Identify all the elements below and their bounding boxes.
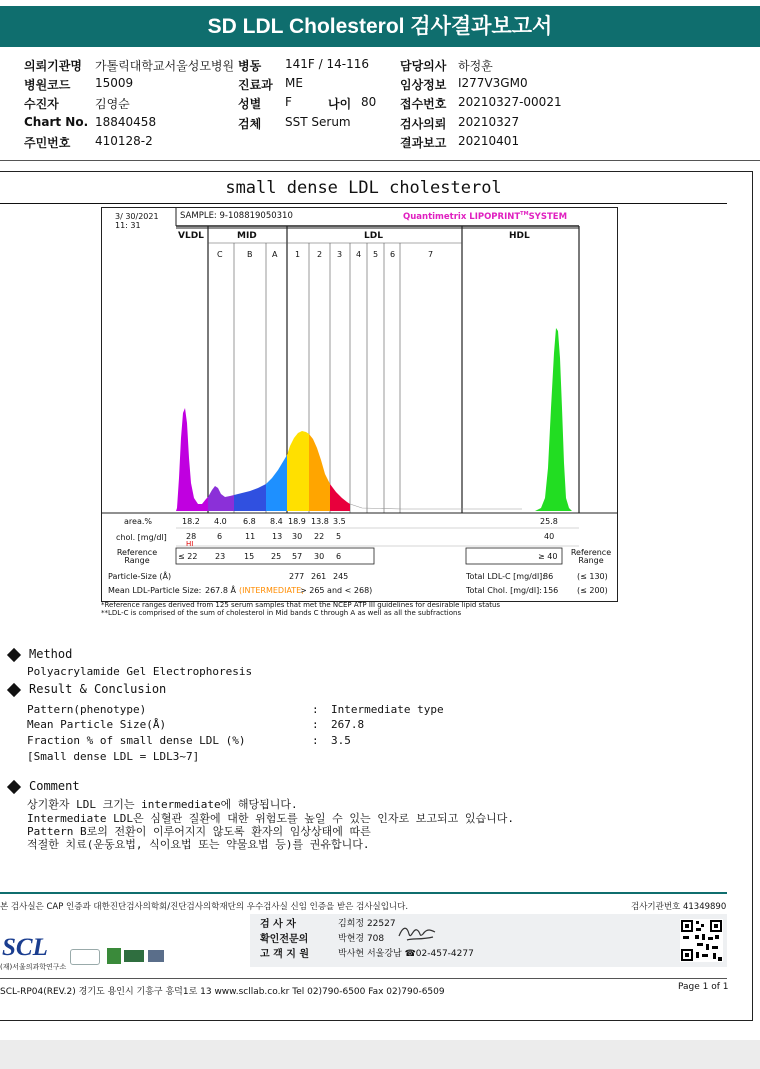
fraction-colon: : — [312, 734, 319, 747]
dept-value: ME — [285, 76, 303, 90]
comment-line-1: 상기환자 LDL 크기는 intermediate에 해당됩니다. — [27, 798, 298, 811]
ref-mid-b: 15 — [244, 552, 255, 561]
accreditation-badge-icon — [107, 948, 121, 964]
row-ref-label: Reference Range — [116, 548, 158, 565]
ref-ldl3: 6 — [336, 552, 342, 561]
row-chol-label: chol. [mg/dl] — [116, 533, 167, 542]
chol-mid-c: 6 — [217, 532, 223, 541]
specimen-value: SST Serum — [285, 115, 351, 129]
qr-code-icon — [680, 919, 723, 962]
area-vldl: 18.2 — [182, 517, 200, 526]
mean-size-colon: : — [312, 718, 319, 731]
total-ldl-ref: (≤ 130) — [577, 572, 608, 581]
pattern-value: Intermediate type — [331, 703, 444, 716]
lipoprint-svg — [102, 208, 617, 601]
band-4: 4 — [356, 250, 362, 259]
band-a: A — [272, 250, 278, 259]
tester-value: 김희정 22527 — [338, 919, 396, 929]
curve-mid-b — [234, 484, 266, 511]
area-ldl3: 3.5 — [333, 517, 346, 526]
band-1: 1 — [295, 250, 301, 259]
area-hdl: 25.8 — [540, 517, 558, 526]
group-mid: MID — [237, 231, 257, 241]
comment-line-4: 적절한 치료(운동요법, 식이요법 또는 약물요법 등)를 권유합니다. — [27, 838, 370, 851]
pattern-label: Pattern(phenotype) — [27, 703, 147, 716]
area-ldl2: 13.8 — [311, 517, 329, 526]
row-area-label: area.% — [124, 517, 152, 526]
chol-ldl1: 30 — [292, 532, 303, 541]
band-2: 2 — [317, 250, 323, 259]
age-value: 80 — [361, 95, 377, 109]
curve-hdl — [535, 328, 572, 511]
page-title: SD LDL Cholesterol 검사결과보고서 — [0, 6, 760, 47]
ref-mid-a: 25 — [271, 552, 282, 561]
small-dense-note: [Small dense LDL = LDL3~7] — [27, 750, 200, 763]
report-date-label: 결과보고 — [400, 136, 447, 150]
band-7: 7 — [428, 250, 434, 259]
diamond-bullet-icon — [7, 779, 21, 793]
chart-brand: Quantimetrix LIPOPRINT™SYSTEM — [403, 211, 568, 222]
clinical-label: 임상정보 — [400, 78, 447, 92]
address-text: SCL-RP04(REV.2) 경기도 용인시 기흥구 흥덕1로 13 www.scllab.co.kr Tel 02)790-6500 Fax 02)790-6509 — [0, 987, 445, 997]
institution-value: 가톨릭대학교서울성모병원 — [95, 59, 235, 73]
chol-vldl: 28 — [186, 532, 197, 541]
chol-hdl: 40 — [544, 532, 555, 541]
chol-ldl3: 5 — [336, 532, 342, 541]
area-mid-c: 4.0 — [214, 517, 227, 526]
page-number: Page 1 of 1 — [678, 982, 729, 992]
name-value: 김영순 — [95, 97, 130, 111]
name-label: 수진자 — [24, 97, 59, 111]
request-value: 20210327 — [458, 115, 520, 129]
ref-vldl: ≤ 22 — [178, 552, 198, 561]
institution-number: 검사기관번호 41349890 — [631, 902, 727, 912]
total-ldl-value: 86 — [543, 572, 554, 581]
ward-value: 141F / 14-116 — [285, 57, 369, 71]
chart-sample: SAMPLE: 9-108819050310 — [180, 211, 293, 221]
total-ldl-label: Total LDL-C [mg/dl]: — [466, 572, 545, 581]
specialist-value: 박현경 708 — [338, 934, 385, 944]
diamond-bullet-icon — [7, 647, 21, 661]
particle-size-1: 277 — [289, 572, 305, 581]
sex-value: F — [285, 95, 292, 109]
footnote-2: **LDL-C is comprised of the sum of cholesterol in Mid bands C through A as well as all the subfractions — [101, 609, 462, 617]
mean-size-label: Mean Particle Size(Å) — [27, 718, 167, 731]
ref-ldl2: 30 — [314, 552, 325, 561]
method-heading: Method — [6, 647, 72, 661]
group-vldl: VLDL — [178, 231, 204, 241]
hospital-code-value: 15009 — [95, 76, 134, 90]
curve-vldl — [176, 408, 208, 511]
area-mid-a: 8.4 — [270, 517, 283, 526]
chol-mid-b: 11 — [245, 532, 256, 541]
mean-size-value: 267.8 — [331, 718, 365, 731]
chart-time: 11: 31 — [115, 221, 141, 230]
report-date-value: 20210401 — [458, 134, 520, 148]
pattern-colon: : — [312, 703, 319, 716]
request-label: 검사의뢰 — [400, 117, 447, 131]
group-hdl: HDL — [509, 231, 530, 241]
footer-bar — [0, 892, 727, 894]
accreditation-badge-2-icon — [124, 950, 144, 962]
band-c: C — [217, 250, 223, 259]
comment-line-2: Intermediate LDL은 심혈관 질환에 대한 위험도를 높일 수 있는 인자로 보고되고 있습니다. — [27, 812, 514, 825]
mean-ldl-label: Mean LDL-Particle Size: — [108, 586, 202, 595]
curve-ldl2 — [309, 434, 330, 511]
address-divider — [0, 978, 727, 979]
rrn-value: 410128-2 — [95, 134, 153, 148]
signature-image — [397, 922, 439, 944]
mean-ldl-value: 267.8 Å — [205, 586, 236, 595]
total-chol-ref: (≤ 200) — [577, 586, 608, 595]
signature-box — [250, 914, 727, 967]
tester-label: 검 사 자 — [260, 919, 296, 930]
area-ldl1: 18.9 — [288, 517, 306, 526]
curve-ldl1 — [287, 431, 309, 511]
institution-label: 의뢰기관명 — [24, 59, 82, 73]
band-3: 3 — [337, 250, 343, 259]
chart-no-value: 18840458 — [95, 115, 157, 129]
clinical-value: I277V3GM0 — [458, 76, 528, 90]
ward-label: 병동 — [238, 59, 262, 73]
total-chol-label: Total Chol. [mg/dl]: — [466, 586, 542, 595]
mean-ldl-ref: > 265 and < 268) — [300, 586, 373, 595]
area-mid-b: 6.8 — [243, 517, 256, 526]
total-chol-value: 156 — [543, 586, 559, 595]
age-label: 나이 — [328, 97, 352, 111]
dept-label: 진료과 — [238, 78, 273, 92]
receipt-label: 접수번호 — [400, 97, 447, 111]
ref-hdl: ≥ 40 — [538, 552, 558, 561]
accreditation-badge-3-icon — [148, 950, 164, 962]
report-title-underline — [0, 203, 727, 204]
receipt-value: 20210327-00021 — [458, 95, 562, 109]
method-text: Polyacrylamide Gel Electrophoresis — [27, 665, 253, 678]
ref-ldl1: 57 — [292, 552, 303, 561]
lipoprint-chart — [101, 207, 618, 602]
comment-line-3: Pattern B로의 전환이 이루어지지 않도록 환자의 임상상태에 따른 — [27, 825, 371, 838]
chart-no-label: Chart No. — [24, 115, 89, 129]
band-5: 5 — [373, 250, 379, 259]
footnote-1: *Reference ranges derived from 125 serum samples that met the NCEP ATP III guidelines for desirable lipid status — [101, 601, 501, 609]
scl-logo-subtitle: (재)서울의과학연구소 — [0, 963, 67, 971]
particle-size-label: Particle-Size (Å) — [108, 572, 172, 581]
header-divider — [0, 160, 760, 161]
support-value: 박사현 서울강남 ☎02-457-4277 — [338, 949, 474, 959]
curve-mid-c — [208, 486, 234, 511]
scl-logo: SCL — [2, 934, 48, 961]
band-6: 6 — [390, 250, 396, 259]
fraction-label: Fraction % of small dense LDL (%) — [27, 734, 246, 747]
report-title: small dense LDL cholesterol — [225, 178, 502, 198]
fraction-value: 3.5 — [331, 734, 351, 747]
specimen-label: 검체 — [238, 117, 262, 131]
chol-mid-a: 13 — [272, 532, 283, 541]
particle-size-3: 245 — [333, 572, 349, 581]
support-label: 고 객 지 원 — [260, 949, 310, 960]
doctor-value: 하정훈 — [458, 59, 493, 73]
cap-accreditation-icon — [70, 949, 100, 965]
chol-vldl-hi-flag: HI — [186, 540, 194, 548]
cert-text: 본 검사실은 CAP 인증과 대한진단검사의학회/진단검사의학재단의 우수검사실 신임 인증을 받은 검사실입니다. — [0, 902, 409, 912]
result-heading: Result & Conclusion — [6, 682, 166, 696]
rrn-label: 주민번호 — [24, 136, 71, 150]
hospital-code-label: 병원코드 — [24, 78, 71, 92]
curve-ldl3 — [330, 484, 350, 511]
comment-heading: Comment — [6, 779, 80, 793]
specialist-label: 확인전문의 — [260, 934, 309, 945]
band-b: B — [247, 250, 253, 259]
diamond-bullet-icon — [7, 682, 21, 696]
curve-mid-a — [266, 455, 287, 511]
chol-ldl2: 22 — [314, 532, 325, 541]
mean-ldl-flag: (INTERMEDIATE; — [239, 586, 304, 595]
group-ldl: LDL — [364, 231, 383, 241]
ref-mid-c: 23 — [215, 552, 226, 561]
chart-date: 3/ 30/2021 — [115, 212, 159, 221]
sex-label: 성별 — [238, 97, 262, 111]
particle-size-2: 261 — [311, 572, 327, 581]
ref-right-label: Reference Range — [570, 548, 612, 565]
curve-baseline — [350, 504, 522, 509]
doctor-label: 담당의사 — [400, 59, 447, 73]
